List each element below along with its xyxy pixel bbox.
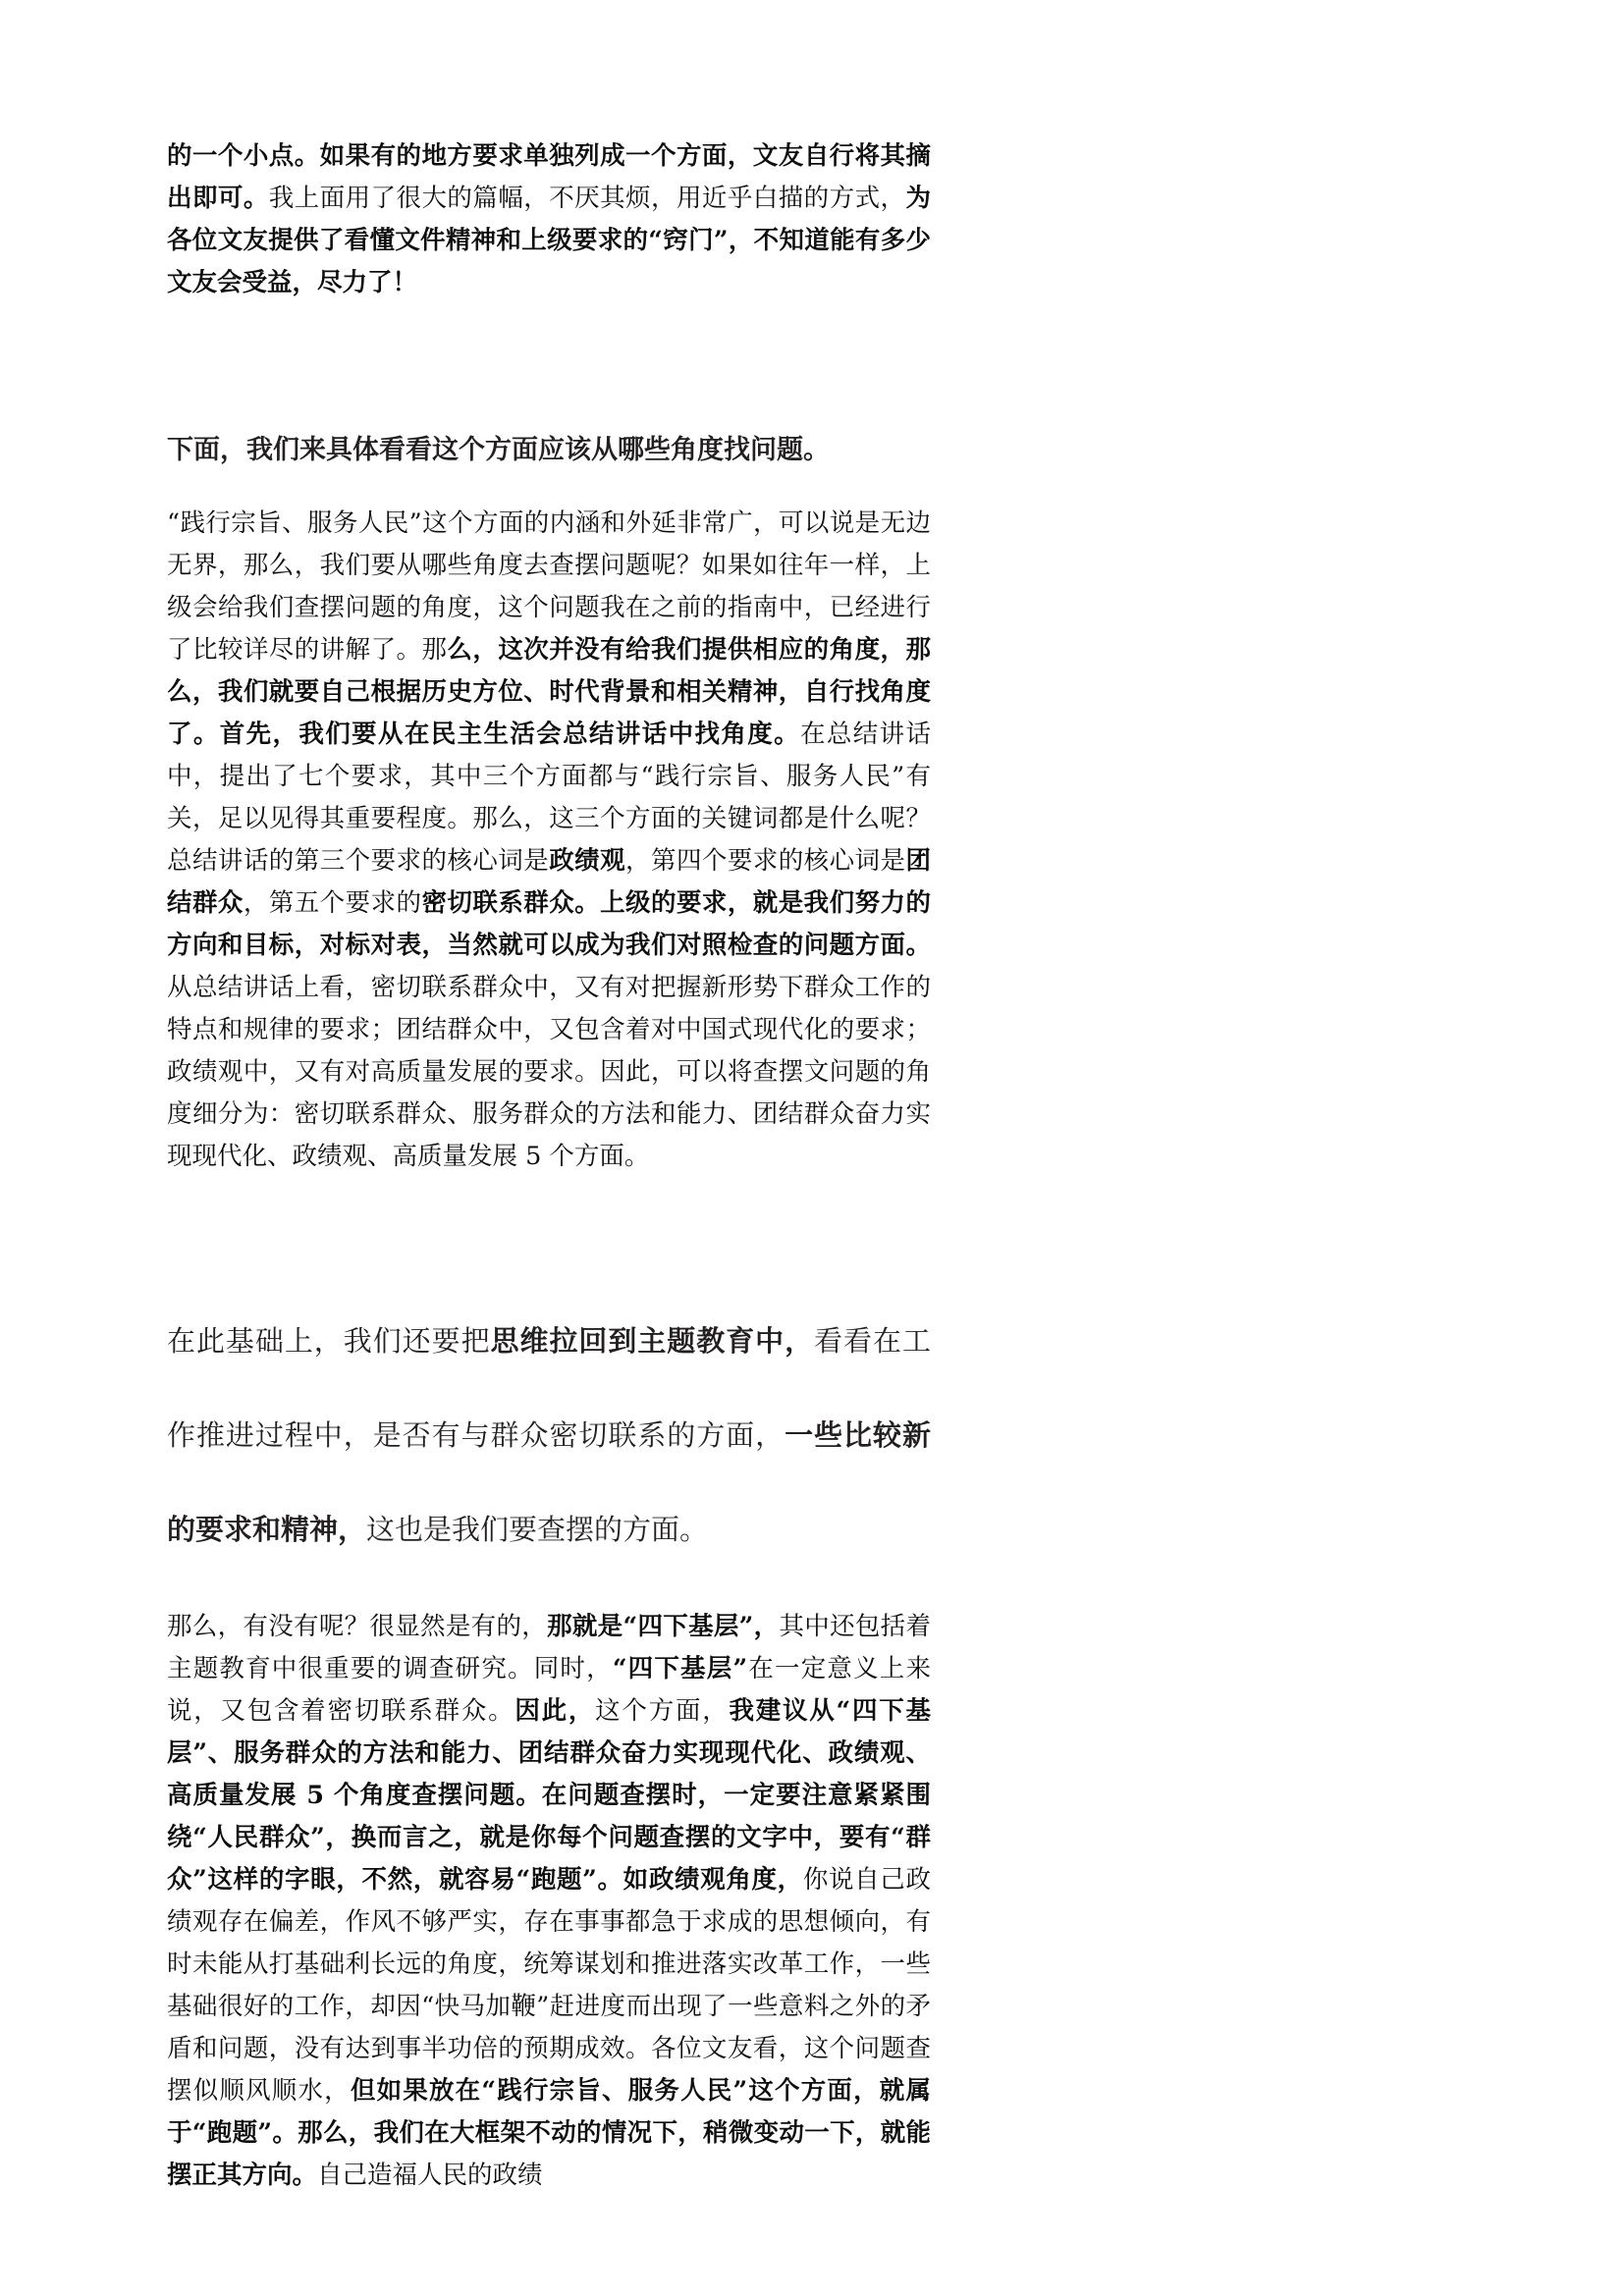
intro-bold-line: 的一个小点。如果有的地方要求单独列成一个方面，文友自行将其摘出即可。 <box>167 141 931 213</box>
para4-bold-1: 那就是“四下基层”， <box>547 1612 780 1641</box>
intro-bold-tail: 为各位文友提供了看懂文件精神和上级要求的“窍门”，不知道能有多少文友会受益，尽力了！ <box>167 184 931 297</box>
para4-run-5: 你说自己政绩观存在偏差，作风不够严实，存在事事都急于求成的思想倾向，有时未能从打基础利长远的角度，统筹谋划和推进落实改革工作，一些基础很好的工作，却因“快马加鞭”赶进度而出现了一些意料之外的矛盾和问题，没有达到事半功倍的预期成效。各位文友看，这个问题查摆似顺风顺水， <box>167 1865 931 2106</box>
para3-run-2: 看看在工作推进过程中，是否有与群众密切联系的方面， <box>167 1324 931 1452</box>
para2-run-2: 在总结讲话中，提出了七个要求，其中三个方面都与“践行宗旨、服务人民”有关，足以见得其重要程度。那么，这三个方面的关键词都是什么呢？总结讲话的第三个要求的核心词是 <box>167 720 931 876</box>
para4-run-4: 这个方面， <box>595 1696 730 1726</box>
para2-run-4: ，第五个要求的 <box>243 888 422 918</box>
para3-run-3: 这也是我们要查摆的方面。 <box>366 1513 709 1546</box>
paragraph-angles <box>167 503 931 1178</box>
para2-bold-1: 么，这次并没有给我们提供相应的角度，那么，我们就要自己根据历史方位、时代背景和相关精神，自行找角度了。首先，我们要从在民主生活会总结讲话中找角度。 <box>167 635 931 749</box>
spacer-after-large-para <box>167 1576 931 1606</box>
para2-run-5: 从总结讲话上看，密切联系群众中，又有对把握新形势下群众工作的特点和规律的要求；团结群众中，又包含着对中国式现代化的要求；政绩观中，又有对高质量发展的要求。因此，可以将查摆文问题的角度细分为：密切联系群众、服务群众的方法和能力、团结群众奋力实现现代化、政绩观、高质量发展 5 个方面。 <box>167 973 931 1171</box>
para2-bold-3: 团结群众 <box>167 846 931 918</box>
paragraph-theme-education <box>167 1294 931 1576</box>
para3-bold-2: 一些比较新的要求和精神， <box>167 1418 931 1546</box>
paragraph-intro <box>167 135 931 304</box>
document-content <box>167 135 931 2197</box>
paragraph-sixia-jiceng <box>167 1606 931 2197</box>
para4-run-6: 自己造福人民的政绩 <box>317 2161 543 2190</box>
para3-run-1: 在此基础上，我们还要把 <box>167 1324 491 1358</box>
para2-run-1: “践行宗旨、服务人民”这个方面的内涵和外延非常广，可以说是无边无界，那么，我们要从哪些角度去查摆问题呢？如果如往年一样，上级会给我们查摆问题的角度，这个问题我在之前的指南中，已经进行了比较详尽的讲解了。那 <box>167 508 931 665</box>
spacer-before-large-para <box>167 1178 931 1294</box>
para4-run-3: 在一定意义上来说，又包含着密切联系群众。 <box>167 1654 931 1726</box>
para4-bold-5: 但如果放在“践行宗旨、服务人民”这个方面，就属于“跑题”。那么，我们在大框架不动的情况下，稍微变动一下，就能摆正其方向。 <box>167 2076 931 2190</box>
para4-bold-4: 我建议从“四下基层”、服务群众的方法和能力、团结群众奋力实现现代化、政绩观、高质量发展 5 个角度查摆问题。在问题查摆时，一定要注意紧紧围绕“人民群众”，换而言之，就是你每个问题查摆的文字中，要有“群众”这样的字眼，不然，就容易“跑题”。如政绩观角度， <box>167 1696 931 1895</box>
para4-run-2: 其中还包括着主题教育中很重要的调查研究。同时， <box>167 1612 931 1683</box>
spacer-after-heading <box>167 473 931 503</box>
para4-bold-2: “四下基层” <box>612 1654 748 1683</box>
section-heading-1: 下面，我们来具体看看这个方面应该从哪些角度找问题。 <box>167 435 830 465</box>
para4-run-1: 那么，有没有呢？很显然是有的， <box>167 1612 548 1641</box>
para2-run-3: ，第四个要求的核心词是 <box>625 846 906 876</box>
para3-bold-1: 思维拉回到主题教育中， <box>490 1324 815 1358</box>
intro-regular-text: 我上面用了很大的篇幅，不厌其烦，用近乎白描的方式， <box>268 184 906 213</box>
para2-bold-4: 密切联系群众。上级的要求，就是我们努力的方向和目标，对标对表，当然就可以成为我们对照检查的问题方面。 <box>167 888 931 960</box>
para2-bold-2: 政绩观 <box>549 846 626 876</box>
para4-bold-3: 因此， <box>514 1696 596 1726</box>
spacer-after-intro <box>167 304 931 428</box>
